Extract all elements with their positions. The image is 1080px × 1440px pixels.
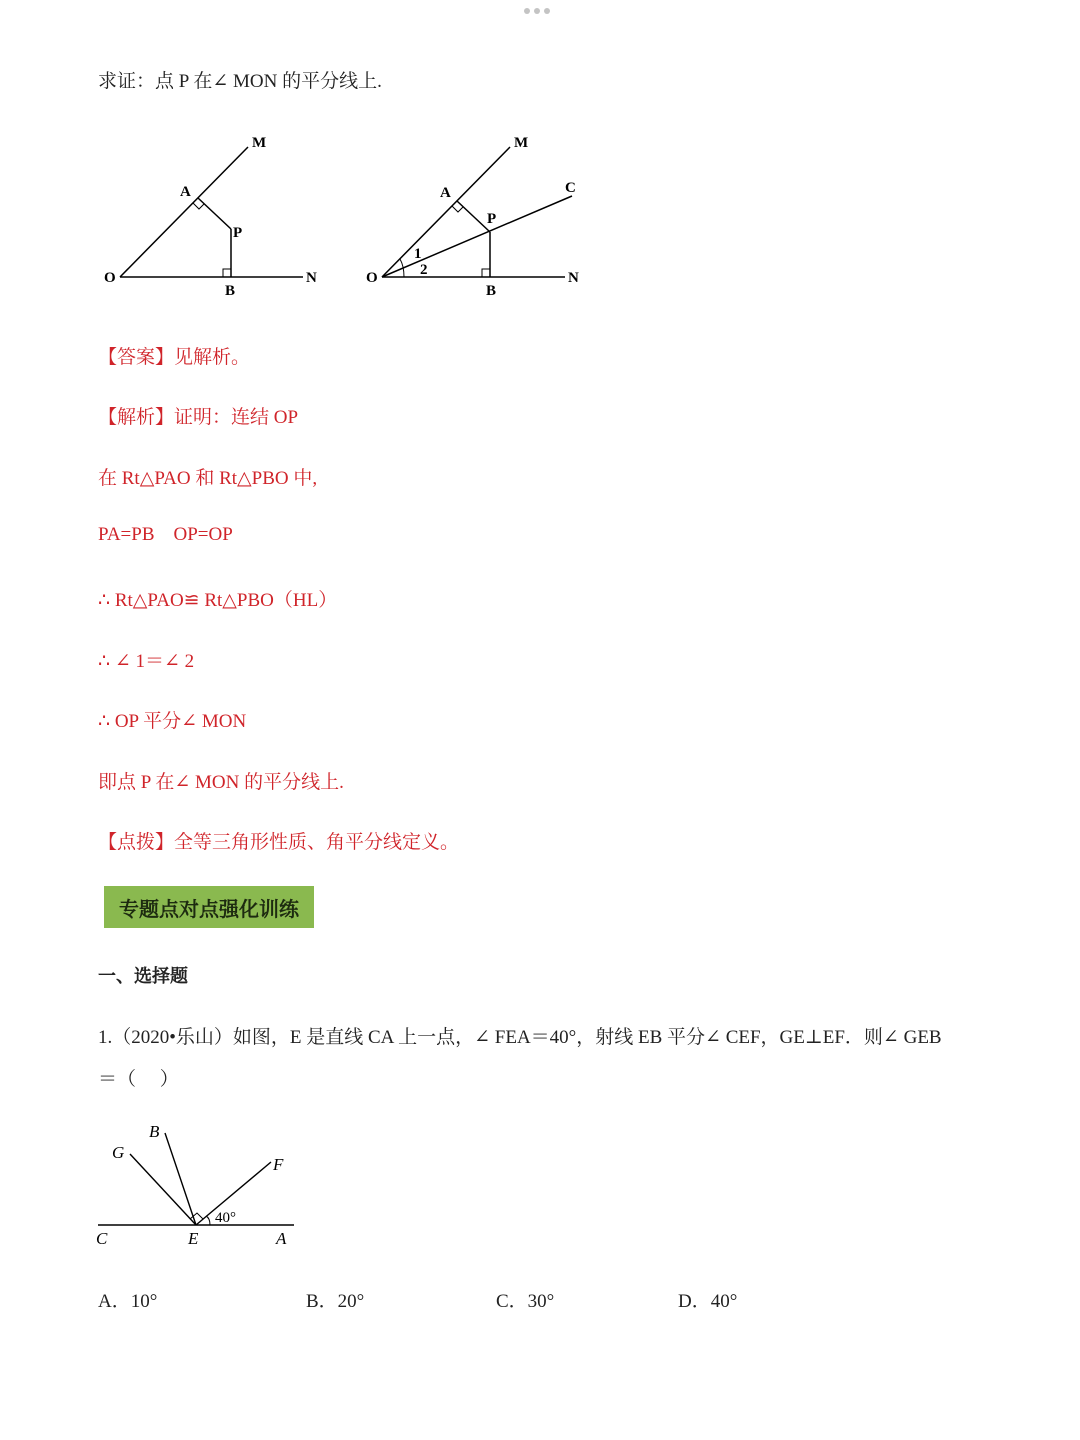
question-1-blank: ＝（ ） xyxy=(98,1069,179,1090)
option-d[interactable]: D．40° xyxy=(678,1291,738,1312)
section-banner: 专题点对点强化训练 xyxy=(104,886,314,928)
proof-line-4: ∴ ∠ 1＝∠ 2 xyxy=(98,651,195,672)
label-b: B xyxy=(225,283,236,299)
label-b: B xyxy=(486,283,497,299)
right-angle-mark-a xyxy=(452,206,463,212)
ray-eb xyxy=(165,1133,196,1225)
ray-oc xyxy=(382,196,572,277)
figure-angle-bisector xyxy=(360,128,600,303)
label-n: N xyxy=(568,270,579,286)
label-o: O xyxy=(366,270,378,286)
tip-line: 【点拨】全等三角形性质、角平分线定义。 xyxy=(98,832,460,853)
analysis-line: 【解析】证明：连结 OP xyxy=(98,407,299,428)
label-b: B xyxy=(149,1122,160,1141)
segment-pa xyxy=(198,198,231,229)
label-g: G xyxy=(112,1143,125,1162)
label-c: C xyxy=(565,180,576,196)
label-f: F xyxy=(273,1155,284,1174)
proof-line-5: ∴ OP 平分∠ MON xyxy=(98,711,247,732)
ray-eg xyxy=(130,1154,196,1225)
segment-pa xyxy=(457,201,490,232)
proof-line-1: 在 Rt△PAO 和 Rt△PBO 中, xyxy=(98,468,318,489)
label-1: 1 xyxy=(414,246,422,262)
dot xyxy=(534,8,540,14)
label-a: A xyxy=(276,1229,287,1248)
option-a[interactable]: A．10° xyxy=(98,1291,158,1312)
right-angle-mark-b xyxy=(223,269,231,277)
option-c[interactable]: C．30° xyxy=(496,1291,555,1312)
dot xyxy=(544,8,550,14)
label-p: P xyxy=(487,211,497,227)
proof-line-2: PA=PB OP=OP xyxy=(98,524,233,545)
label-a: A xyxy=(180,184,191,200)
figure-angle-mon xyxy=(98,128,338,303)
prove-statement: 求证：点 P 在∠ MON 的平分线上. xyxy=(98,71,382,92)
right-angle-mark-a xyxy=(193,203,204,209)
option-b[interactable]: B．20° xyxy=(306,1291,365,1312)
label-m: M xyxy=(252,135,267,151)
angle-label-40: 40° xyxy=(215,1210,236,1226)
question-1-figure xyxy=(96,1118,306,1253)
right-angle-mark-b xyxy=(482,269,490,277)
section-title: 一、选择题 xyxy=(98,966,188,987)
proof-line-6: 即点 P 在∠ MON 的平分线上. xyxy=(98,772,344,793)
angle-arc-40 xyxy=(206,1216,210,1225)
label-o: O xyxy=(104,270,116,286)
answer-line: 【答案】见解析。 xyxy=(98,347,251,368)
label-n: N xyxy=(306,270,317,286)
question-1-text: 1.（2020•乐山）如图，E 是直线 CA 上一点，∠ FEA＝40°，射线 EB 平分∠ CEF，GE⊥EF．则∠ GEB xyxy=(98,1027,942,1048)
label-p: P xyxy=(233,225,243,241)
more-dots-icon[interactable] xyxy=(524,8,550,14)
label-c: C xyxy=(96,1229,108,1248)
dot xyxy=(524,8,530,14)
label-e: E xyxy=(188,1229,199,1248)
proof-line-3: ∴ Rt△PAO≌ Rt△PBO（HL） xyxy=(98,590,338,611)
label-a: A xyxy=(440,185,451,201)
ray-om xyxy=(120,147,248,277)
label-m: M xyxy=(514,135,529,151)
label-2: 2 xyxy=(420,262,428,278)
